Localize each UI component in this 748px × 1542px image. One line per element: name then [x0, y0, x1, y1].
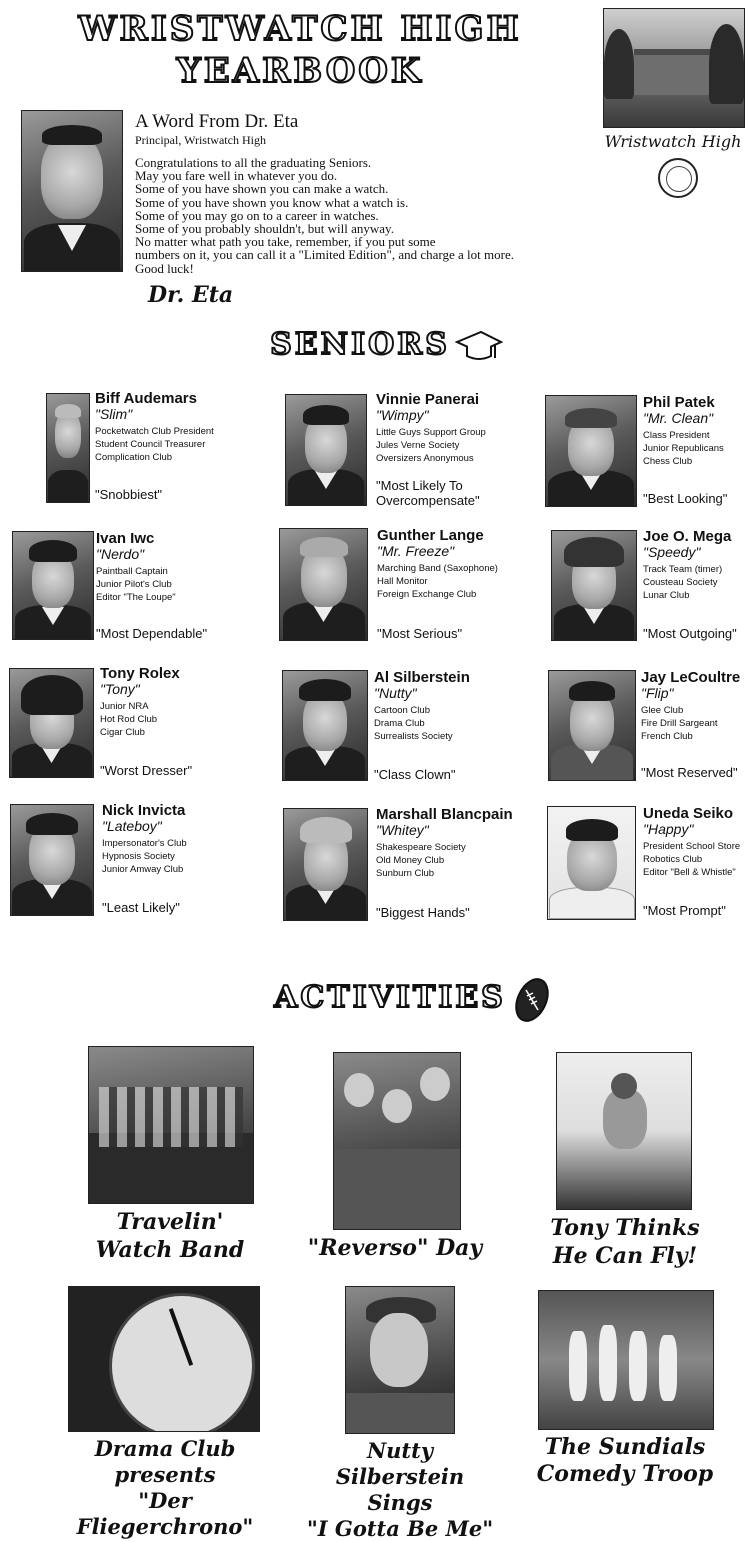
activity-caption-line: He Can Fly! [552, 1243, 698, 1269]
letter-line: Some of you may go on to a career in watches. [135, 207, 379, 223]
senior-club: Cigar Club [100, 727, 145, 738]
senior-club: Surrealists Society [374, 731, 453, 742]
senior-club: Class President [643, 430, 710, 441]
activity-caption-line: Sings [367, 1490, 433, 1515]
senior-name: Vinnie Panerai [376, 391, 480, 408]
activity-caption [300, 1438, 500, 1542]
senior-nickname: "Speedy" [643, 544, 701, 560]
senior-quote: "Least Likely" [102, 900, 180, 915]
senior-club: Student Council Treasurer [95, 439, 206, 450]
senior-club: President School Store [643, 841, 741, 852]
senior-photo [545, 395, 637, 507]
senior-nickname: "Mr. Freeze" [377, 543, 455, 559]
activity-caption-line: "Reverso" Day [307, 1235, 483, 1261]
senior-club: Cousteau Society [643, 577, 718, 588]
school-caption: Wristwatch High [604, 132, 742, 151]
senior-photo [9, 668, 94, 778]
letter-line: Some of you have shown you can make a watch. [135, 181, 389, 197]
senior-name: Phil Patek [643, 394, 715, 411]
senior-nickname: "Tony" [100, 681, 140, 697]
letter-line: No matter what path you take, remember, if you put some [135, 234, 436, 250]
senior-quote: "Most Prompt" [643, 903, 726, 918]
graduation-cap-icon [455, 328, 503, 364]
activities-heading: ACTIVITIES [274, 980, 506, 1015]
principal-letter [135, 156, 605, 275]
senior-club: Track Team (timer) [643, 564, 723, 575]
senior-photo [279, 528, 368, 641]
nutty-sings-photo [345, 1286, 455, 1434]
senior-photo [283, 808, 368, 921]
senior-name: Al Silberstein [374, 669, 470, 686]
activity-caption-line: presents [114, 1462, 216, 1487]
senior-photo [285, 394, 367, 506]
senior-nickname: "Happy" [643, 821, 694, 837]
senior-club: Glee Club [641, 705, 684, 716]
senior-club: Hypnosis Society [102, 851, 175, 862]
senior-name: Biff Audemars [95, 390, 197, 407]
title-line-2: YEARBOOK [176, 51, 424, 91]
senior-club: Complication Club [95, 452, 173, 463]
activity-caption [535, 1434, 715, 1488]
watch-band-photo [88, 1046, 254, 1204]
activity-caption-line: "Der Fliegerchrono" [76, 1488, 254, 1539]
senior-nickname: "Nutty" [374, 685, 417, 701]
senior-quote: "Snobbiest" [95, 487, 163, 502]
senior-quote: "Biggest Hands" [376, 905, 470, 920]
senior-club: Cartoon Club [374, 705, 430, 716]
senior-nickname: "Nerdo" [96, 546, 145, 562]
senior-quote: "Most Likely To Overcompensate" [376, 478, 480, 508]
senior-info [376, 392, 486, 465]
senior-club: Old Money Club [376, 855, 445, 866]
senior-nickname: "Mr. Clean" [643, 410, 714, 426]
senior-club: Pocketwatch Club President [95, 426, 214, 437]
activity-caption [540, 1214, 710, 1270]
senior-club: Hall Monitor [377, 576, 428, 587]
activity-caption-line: The Sundials [544, 1434, 706, 1460]
letter-line: Some of you probably shouldn't, but will anyway. [135, 221, 394, 237]
senior-name: Jay LeCoultre [641, 669, 741, 686]
senior-club: Junior Republicans [643, 443, 724, 454]
senior-info [643, 529, 731, 602]
senior-nickname: "Wimpy" [376, 407, 429, 423]
senior-photo [282, 670, 368, 781]
letter-line: Good luck! [135, 260, 194, 276]
senior-info [376, 807, 513, 880]
senior-club: Junior Pilot's Club [96, 579, 172, 590]
senior-club: Little Guys Support Group [376, 427, 486, 438]
senior-name: Ivan Iwc [96, 530, 155, 547]
senior-club: Paintball Captain [96, 566, 168, 577]
letter-line: Congratulations to all the graduating Seniors. [135, 155, 372, 170]
senior-club: Lunar Club [643, 590, 690, 601]
senior-name: Joe O. Mega [643, 528, 732, 545]
activity-caption-line: Nutty Silberstein [335, 1438, 465, 1489]
letter-line: May you fare well in whatever you do. [135, 168, 338, 184]
activity-caption [300, 1234, 490, 1262]
senior-name: Gunther Lange [377, 527, 484, 544]
activity-caption-line: Travelin' [116, 1209, 224, 1235]
senior-quote: "Class Clown" [374, 767, 456, 782]
senior-photo [547, 806, 636, 920]
drama-club-photo [68, 1286, 260, 1432]
sundials-comedy-photo [538, 1290, 714, 1430]
activity-caption-line: Watch Band [95, 1237, 245, 1263]
senior-club: Jules Verne Society [376, 440, 460, 451]
senior-name: Marshall Blancpain [376, 806, 513, 823]
senior-photo [548, 670, 636, 781]
senior-info [641, 670, 740, 743]
senior-name: Uneda Seiko [643, 805, 734, 822]
senior-nickname: "Lateboy" [102, 818, 162, 834]
senior-club: Oversizers Anonymous [376, 453, 474, 464]
senior-name: Tony Rolex [100, 665, 180, 682]
senior-quote: "Best Looking" [643, 491, 728, 506]
senior-nickname: "Slim" [95, 406, 133, 422]
yearbook-title [60, 8, 540, 92]
senior-club: Junior Amway Club [102, 864, 184, 875]
senior-club: Editor "Bell & Whistle" [643, 867, 736, 878]
title-line-1: WRISTWATCH HIGH [78, 9, 522, 49]
senior-club: Chess Club [643, 456, 693, 467]
school-building-photo [603, 8, 745, 128]
senior-club: Marching Band (Saxophone) [377, 563, 498, 574]
tony-flying-photo [556, 1052, 692, 1210]
principal-heading: A Word From Dr. Eta [135, 111, 299, 132]
senior-info [95, 391, 214, 464]
senior-photo [46, 393, 90, 503]
seniors-heading: SENIORS [270, 327, 450, 362]
senior-photo [12, 531, 94, 640]
activity-caption [70, 1208, 270, 1264]
senior-info [102, 803, 187, 876]
football-icon [514, 976, 550, 1024]
activity-caption-line: "I Gotta Be Me" [306, 1516, 494, 1541]
principal-signature: Dr. Eta [148, 282, 234, 308]
senior-info [643, 395, 724, 468]
senior-quote: "Worst Dresser" [100, 763, 193, 778]
senior-name: Nick Invicta [102, 802, 186, 819]
reverso-day-photo [333, 1052, 461, 1230]
letter-line: Some of you have shown you know what a watch is. [135, 194, 409, 210]
senior-club: Drama Club [374, 718, 425, 729]
senior-quote: "Most Outgoing" [643, 626, 737, 641]
senior-club: Impersonator's Club [102, 838, 187, 849]
senior-quote: "Most Reserved" [641, 765, 738, 780]
principal-photo [21, 110, 123, 272]
senior-club: Foreign Exchange Club [377, 589, 477, 600]
senior-club: Editor "The Loupe" [96, 592, 176, 603]
senior-club: Fire Drill Sargeant [641, 718, 718, 729]
senior-club: Sunburn Club [376, 868, 435, 879]
senior-club: Robotics Club [643, 854, 703, 865]
senior-info [96, 531, 176, 604]
senior-club: Shakespeare Society [376, 842, 466, 853]
senior-photo [10, 804, 94, 916]
principal-role: Principal, Wristwatch High [135, 133, 266, 147]
senior-quote: "Most Serious" [377, 626, 463, 641]
activity-caption-line: Tony Thinks [550, 1215, 700, 1241]
senior-nickname: "Flip" [641, 685, 674, 701]
activity-caption-line: Comedy Troop [536, 1461, 714, 1487]
letter-line: numbers on it, you can call it a "Limited Edition", and charge a lot more. [135, 247, 514, 263]
senior-info [100, 666, 180, 739]
senior-info [643, 806, 740, 879]
university-seal-icon [658, 158, 698, 198]
senior-nickname: "Whitey" [376, 822, 429, 838]
senior-info [374, 670, 470, 743]
senior-quote: "Most Dependable" [96, 626, 208, 641]
activity-caption [50, 1436, 280, 1540]
senior-club: Hot Rod Club [100, 714, 158, 725]
senior-club: French Club [641, 731, 693, 742]
activity-caption-line: Drama Club [94, 1436, 236, 1461]
senior-club: Junior NRA [100, 701, 149, 712]
senior-photo [551, 530, 637, 641]
senior-info [377, 528, 498, 601]
